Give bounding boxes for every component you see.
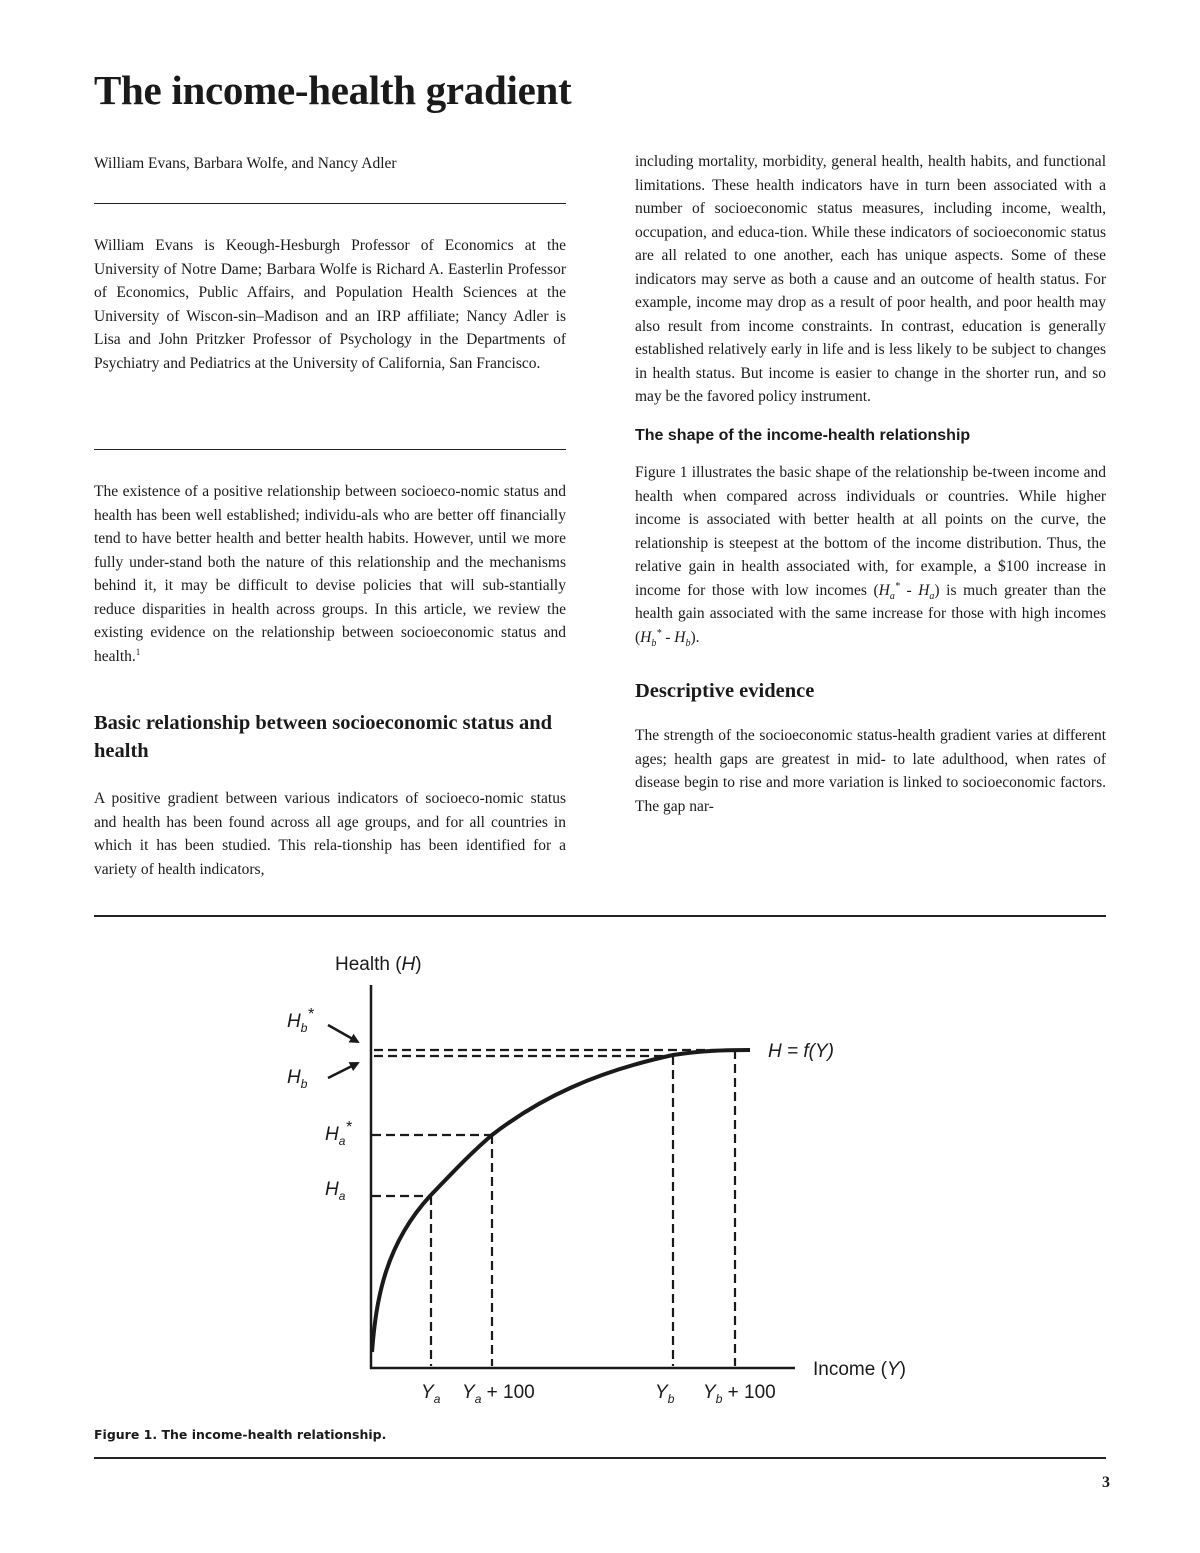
intro-paragraph xyxy=(94,480,566,668)
label-yb-100: $Y_b + 100$ xyxy=(703,1382,776,1406)
arrow-hb xyxy=(328,1063,358,1078)
shape-paragraph xyxy=(635,461,1106,649)
label-hb-star: $H_b^*$ xyxy=(287,1006,314,1035)
math-hb-star: $H_b^*$ xyxy=(640,627,662,649)
author-line: William Evans, Barbara Wolfe, and Nancy Adler xyxy=(94,155,397,172)
math-minus-a: - xyxy=(899,581,919,599)
shape-text-2: ) is much greater than the health gain associated with the same increase for those with high incomes ( xyxy=(635,581,1106,646)
left-column xyxy=(94,480,566,881)
intro-text: The existence of a positive relationship between socioeco-nomic status and health has been well established; individu-als who are better off financially tend to have better health and better health habits. However, until we more fully under-stand both the nature of this relationship and the mechanisms behind it, it may be difficult to devise policies that will sub-stantially reduce disparities in health across groups. In this article, we review the existing evidence on the relationship between socioeconomic status and health. xyxy=(94,483,566,665)
label-ha-star: $H_a^*$ xyxy=(325,1119,352,1148)
article-title: The income-health gradient xyxy=(94,67,572,113)
label-ha: $H_a$ xyxy=(325,1179,346,1203)
label-ya-100: $Y_a + 100$ xyxy=(462,1382,535,1406)
shape-text-1: Figure 1 illustrates the basic shape of the relationship be-tween income and health when compared across individuals or countries. While higher income is associated with better health at all points on the curve, the relationship is steepest at the bottom of the income distribution. Thus, the relative gain in health associated with, for example, a $100 increase in income for those with low incomes ( xyxy=(635,464,1106,599)
math-hb: $H_b$ xyxy=(674,628,691,649)
math-ha-star: $H_a^*$ xyxy=(878,580,900,602)
y-axis-label: Health (H) xyxy=(335,954,422,975)
basic-relationship-continued: including mortality, morbidity, general health, health habits, and functional limitations. These health indicators have in turn been associated with a number of socioeconomic status measures, including income, wealth, occupation, and educa-tion. While these indicators of socioeconomic status are all related to one another, each has unique aspects. Some of these indicators may serve as both a cause and an outcome of health status. For example, income may drop as a result of poor health, and poor health may also result from income constraints. In contrast, education is generally established relatively early in life and is less likely to be subject to changes in health status. But income is easier to change in the shorter run, and so may be the favored policy instrument. xyxy=(635,153,1106,405)
label-yb: $Y_b$ xyxy=(655,1382,675,1406)
divider-top xyxy=(94,203,566,204)
page-number: 3 xyxy=(1102,1474,1110,1491)
shape-text-3: ). xyxy=(690,628,700,646)
right-column xyxy=(635,150,1106,818)
arrow-hb-star xyxy=(328,1025,358,1042)
footnote-marker[interactable]: 1 xyxy=(135,646,141,657)
heading-shape: The shape of the income-health relationship xyxy=(635,426,971,444)
health-curve xyxy=(372,1050,750,1352)
descriptive-paragraph: The strength of the socioeconomic status-health gradient varies at different ages; health gaps are greatest in mid- to late adulthood, when rates of disease begin to rise and more variation is linked to socioeconomic factors. The gap nar- xyxy=(635,727,1106,815)
divider-affiliation xyxy=(94,449,566,450)
math-ha: $H_a$ xyxy=(918,581,935,602)
author-affiliations: William Evans is Keough-Hesburgh Professor of Economics at the University of Notre Dame; Barbara Wolfe is Richard A. Easterlin Professor of Economics, Public Affairs, and Population Health Sciences at the University of Wiscon-sin–Madison and an IRP affiliate; Nancy Adler is Lisa and John Pritzker Professor of Psychology in the Departments of Psychiatry and Pediatrics at the University of California, San Francisco. xyxy=(94,237,566,372)
figure-caption: Figure 1. The income-health relationship. xyxy=(94,1427,387,1442)
math-minus-b: - xyxy=(661,628,675,646)
heading-descriptive-evidence: Descriptive evidence xyxy=(635,680,815,702)
x-axis-label: Income (Y) xyxy=(813,1359,906,1380)
label-ya: $Y_a$ xyxy=(421,1382,441,1406)
heading-basic-relationship: Basic relationship between socioeconomic status and health xyxy=(94,712,553,762)
basic-relationship-paragraph: A positive gradient between various indicators of socioeco-nomic status and health has been found across all age groups, and for all countries in which it has been studied. This rela-tionship has been identified for a variety of health indicators, xyxy=(94,790,566,878)
label-hb: $H_b$ xyxy=(287,1067,308,1091)
divider-figure-top xyxy=(94,915,1106,917)
divider-figure-bottom xyxy=(94,1457,1106,1459)
curve-label: H = f(Y) xyxy=(768,1041,834,1062)
